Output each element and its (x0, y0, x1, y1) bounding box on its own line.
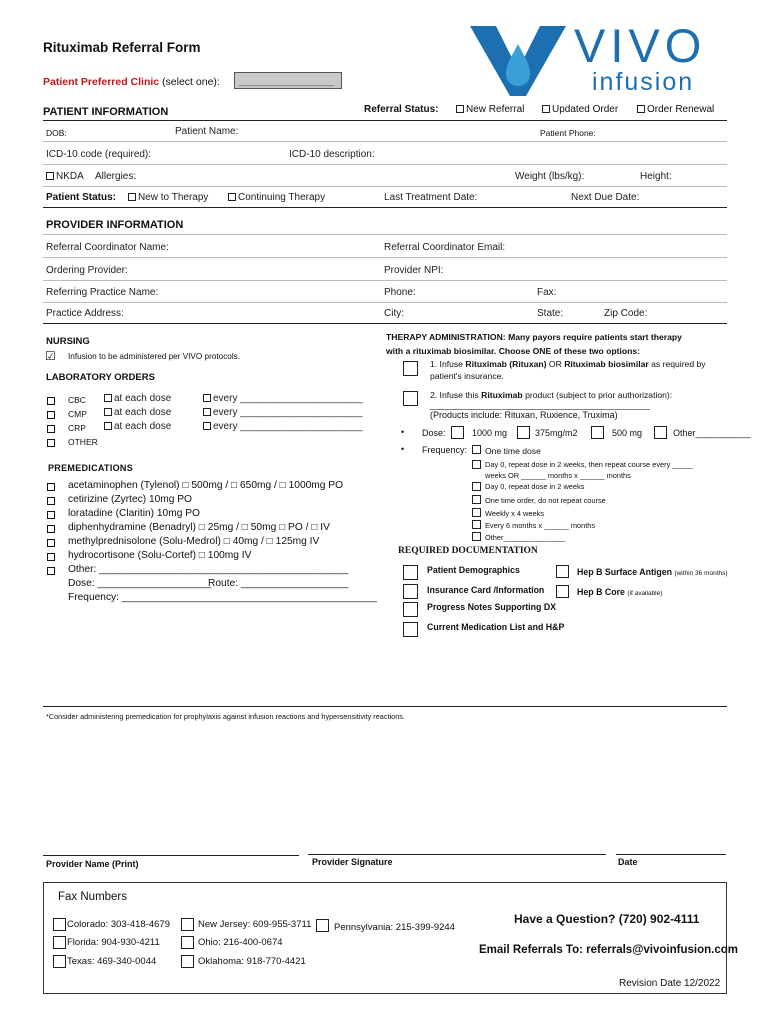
fax-number: Ohio: 216-400-0674 (198, 937, 283, 948)
checkbox[interactable] (472, 532, 481, 541)
therapy-intro (386, 332, 682, 342)
checkbox[interactable] (316, 919, 329, 932)
fax-number: Colorado: 303-418-4679 (67, 919, 170, 930)
therapy-intro2: with a rituximab biosimilar. Choose ONE of these two options: (386, 346, 641, 356)
dose-option: 375mg/m2 (535, 428, 578, 438)
fax-heading: Fax Numbers (58, 891, 128, 903)
lab-every[interactable] (203, 421, 363, 432)
checkbox[interactable] (128, 193, 136, 201)
provider-npi-label: Provider NPI: (384, 265, 444, 276)
date-label: Date (618, 857, 638, 867)
freq-bullet: • (401, 444, 405, 454)
checkbox[interactable] (472, 445, 481, 454)
fax-number: Oklahoma: 918-770-4421 (198, 956, 306, 967)
vivo-logo (468, 19, 728, 98)
continuing-therapy-label: Continuing Therapy (238, 192, 326, 203)
logo-sub: infusion (592, 68, 695, 96)
practice-address-label: Practice Address: (46, 308, 124, 319)
height-label: Height: (640, 171, 672, 182)
last-treatment-label: Last Treatment Date: (384, 192, 478, 203)
lab-dose[interactable] (104, 421, 171, 432)
divider (43, 207, 727, 208)
footnote: *Consider administering premedication for prophylaxis against infusion reactions and hypersensitivity reactions. (46, 712, 405, 721)
checkbox[interactable] (472, 495, 481, 504)
checkbox[interactable] (403, 361, 418, 376)
patient-info-heading: PATIENT INFORMATION (43, 106, 169, 118)
premed-item: Other: ____________________________________________ (68, 564, 349, 575)
divider (43, 302, 727, 303)
freq-option: Every 6 months x ______ months (485, 521, 596, 530)
city-label: City: (384, 308, 404, 319)
freq-option: One time dose (485, 446, 541, 456)
fax-label: Fax: (537, 287, 557, 298)
freq-option: Weekly x 4 weeks (485, 509, 545, 518)
checkbox[interactable] (46, 172, 54, 180)
therapy-option-2 (430, 390, 672, 400)
coordinator-email-label: Referral Coordinator Email: (384, 242, 506, 253)
freq-option: Other_______________ (485, 533, 566, 542)
opt1-suffix: as required by (651, 359, 706, 369)
divider (43, 323, 727, 324)
premed-item: hydrocortisone (Solu-Cortef) □ 100mg IV (68, 550, 252, 561)
checkbox[interactable] (104, 422, 112, 430)
checkbox[interactable] (403, 602, 418, 617)
opt2-suffix: product (subject to prior authorization): (525, 390, 673, 400)
continuing-therapy-option[interactable] (228, 192, 325, 203)
checkbox[interactable] (47, 439, 55, 447)
fax-number: Florida: 904-930-4211 (67, 937, 160, 948)
signature-line-name (43, 855, 299, 856)
freq-option: Day 0, repeat dose in 2 weeks, then repeat course every _____ (485, 460, 693, 469)
therapy-option-2-line[interactable]: ______________________________________________ (430, 400, 650, 410)
nursing-heading: NURSING (46, 336, 90, 347)
divider (43, 120, 727, 121)
therapy-option-1 (430, 359, 706, 369)
referral-status-label: Referral Status: (364, 104, 439, 115)
doc-medications: Current Medication List and H&P (427, 622, 565, 632)
checkbox[interactable] (203, 408, 211, 416)
checkbox[interactable] (456, 105, 464, 113)
checkbox[interactable] (517, 426, 530, 439)
clinic-select-value: ___________________ (239, 76, 335, 86)
dose-option: 1000 mg (472, 428, 508, 438)
weight-label: Weight (lbs/kg): (515, 171, 585, 182)
checkbox[interactable] (47, 511, 55, 519)
hepb-core-note: (if available) (627, 590, 663, 597)
required-docs-heading: REQUIRED DOCUMENTATION (398, 546, 538, 556)
provider-name-label: Provider Name (Print) (46, 859, 139, 869)
checkbox[interactable] (403, 565, 418, 580)
checkbox[interactable] (47, 411, 55, 419)
email-line[interactable]: Email Referrals To: referrals@vivoinfusion.com (479, 944, 738, 956)
checkbox[interactable] (47, 553, 55, 561)
order-renewal-label: Order Renewal (647, 104, 715, 115)
premed-route: Route: ___________________ (208, 578, 349, 589)
checkbox[interactable] (403, 622, 418, 637)
provider-signature-label: Provider Signature (312, 857, 393, 867)
checkbox[interactable] (472, 508, 481, 517)
patient-phone-label: Patient Phone: (540, 128, 596, 138)
lab-dose[interactable] (104, 407, 171, 418)
checkbox[interactable] (472, 482, 481, 491)
checkbox[interactable] (472, 460, 481, 469)
lab-dose-label: at each dose (114, 393, 172, 404)
signature-line-sig (308, 854, 606, 855)
clinic-label: Patient Preferred Clinic (43, 76, 160, 88)
new-referral-label: New Referral (466, 104, 525, 115)
checkbox[interactable] (47, 525, 55, 533)
lab-name: CRP (68, 423, 86, 433)
dob-label: DOB: (46, 128, 67, 138)
vivo-drop-icon (468, 24, 568, 98)
nursing-check[interactable]: ☑ (45, 349, 56, 363)
premed-item: loratadine (Claritin) 10mg PO (68, 508, 200, 519)
lab-name: OTHER (68, 437, 98, 447)
form-title: Rituximab Referral Form (43, 40, 201, 55)
checkbox[interactable] (47, 397, 55, 405)
therapy-option-1-line2: patient's insurance. (430, 371, 504, 381)
doc-insurance: Insurance Card /Information (427, 585, 545, 595)
checkbox[interactable] (591, 426, 604, 439)
divider (43, 706, 727, 707)
checkbox[interactable] (47, 425, 55, 433)
checkbox[interactable] (181, 918, 194, 931)
clinic-hint: (select one): (162, 76, 220, 88)
hepb-surface-label: Hep B Surface Antigen (577, 567, 672, 577)
practice-name-label: Referring Practice Name: (46, 287, 159, 298)
checkbox[interactable] (53, 955, 66, 968)
opt1-drug: Rituximab (Rituxan) (465, 359, 547, 369)
premed-item: cetirizine (Zyrtec) 10mg PO (68, 494, 192, 505)
signature-line-date (616, 854, 726, 855)
referral-new-option[interactable] (456, 104, 524, 115)
opt1-text: 1. Infuse (430, 359, 463, 369)
referral-updated-option[interactable] (542, 104, 618, 115)
checkbox[interactable] (47, 539, 55, 547)
lab-name: CBC (68, 395, 86, 405)
hepb-surface-note: (within 36 months) (674, 570, 728, 577)
nkda-label: NKDA (56, 171, 84, 182)
checkbox[interactable] (47, 567, 55, 575)
opt1-biosimilar: Rituximab biosimilar (564, 359, 649, 369)
frequency-label: Frequency: (422, 445, 468, 455)
fax-number: Texas: 469-340-0044 (67, 956, 157, 967)
therapy-intro1: Many payors require patients start therapy (508, 332, 682, 342)
checkbox[interactable] (472, 520, 481, 529)
fax-number: Pennsylvania: 215-399-9244 (334, 922, 455, 933)
doc-hepb-surface (577, 567, 728, 577)
divider (43, 280, 727, 281)
premed-frequency: Frequency: _____________________________________________ (68, 592, 377, 603)
state-label: State: (537, 308, 564, 319)
checkbox[interactable] (203, 394, 211, 402)
coordinator-name-label: Referral Coordinator Name: (46, 242, 169, 253)
patient-name-label: Patient Name: (175, 126, 239, 137)
referral-renewal-option[interactable] (637, 104, 714, 115)
checkbox[interactable] (104, 394, 112, 402)
hepb-core-label: Hep B Core (577, 587, 625, 597)
checkbox[interactable] (654, 426, 667, 439)
doc-hepb-core (577, 587, 662, 597)
lab-orders-heading: LABORATORY ORDERS (46, 372, 155, 383)
products-note: (Products include: Rituxan, Ruxience, Truxima) (430, 410, 618, 420)
nkda-option[interactable] (46, 171, 84, 182)
lab-every[interactable] (203, 407, 363, 418)
provider-info-heading: PROVIDER INFORMATION (46, 219, 184, 231)
dose-option: 500 mg (612, 428, 643, 438)
premed-item: methylprednisolone (Solu-Medrol) □ 40mg / □ 125mg IV (68, 536, 320, 547)
logo-name: VIVO (574, 19, 707, 72)
checkbox[interactable] (451, 426, 464, 439)
checkbox[interactable] (47, 497, 55, 505)
opt1-or: OR (548, 359, 562, 369)
lab-dose[interactable] (104, 393, 171, 404)
premed-item: acetaminophen (Tylenol) □ 500mg / □ 650mg / □ 1000mg PO (68, 480, 343, 491)
lab-every-label: every ______________________ (213, 421, 363, 432)
opt2-drug: Rituximab (481, 390, 523, 400)
checkbox[interactable] (181, 936, 194, 949)
new-therapy-option[interactable] (128, 192, 208, 203)
icd-desc-label: ICD-10 description: (289, 149, 375, 160)
divider (43, 257, 727, 258)
revision-date: Revision Date 12/2022 (619, 978, 721, 989)
opt2-text: 2. Infuse this (430, 390, 479, 400)
lab-dose-label: at each dose (114, 421, 172, 432)
freq-option-cont: weeks OR ______ months x ______ months (485, 471, 631, 480)
checkbox[interactable] (203, 422, 211, 430)
dose-option: Other___________ (673, 428, 751, 438)
therapy-heading: THERAPY ADMINISTRATION: (386, 332, 506, 342)
patient-status-label: Patient Status: (46, 192, 117, 203)
ordering-provider-label: Ordering Provider: (46, 265, 128, 276)
checkbox[interactable] (181, 955, 194, 968)
clinic-select[interactable] (234, 72, 342, 89)
checkbox[interactable] (637, 105, 645, 113)
lab-dose-label: at each dose (114, 407, 172, 418)
freq-option: One time order, do not repeat course (485, 496, 606, 505)
updated-order-label: Updated Order (552, 104, 619, 115)
lab-name: CMP (68, 409, 87, 419)
checkbox[interactable] (47, 483, 55, 491)
dose-bullet: • (401, 427, 405, 437)
divider (43, 164, 727, 165)
allergies-label: Allergies: (95, 171, 137, 182)
clinic-row (43, 76, 220, 88)
phone-label: Phone: (384, 287, 416, 298)
doc-demographics: Patient Demographics (427, 565, 520, 575)
premed-dose: Dose: ____________________ (68, 578, 211, 589)
lab-every[interactable] (203, 393, 363, 404)
divider (43, 234, 727, 235)
lab-every-label: every ______________________ (213, 407, 363, 418)
premed-item: diphenhydramine (Benadryl) □ 25mg / □ 50mg □ PO / □ IV (68, 522, 330, 533)
checkbox[interactable] (53, 936, 66, 949)
checkbox[interactable] (556, 565, 569, 578)
checkbox[interactable] (556, 585, 569, 598)
dose-label: Dose: (422, 428, 446, 438)
doc-progress: Progress Notes Supporting DX (427, 602, 557, 612)
divider (43, 186, 727, 187)
freq-option: Day 0, repeat dose in 2 weeks (485, 482, 585, 491)
checkbox[interactable] (403, 391, 418, 406)
checkbox[interactable] (53, 918, 66, 931)
checkbox[interactable] (403, 584, 418, 599)
lab-every-label: every ______________________ (213, 393, 363, 404)
checkbox[interactable] (104, 408, 112, 416)
fax-number: New Jersey: 609-955-3711 (198, 919, 312, 930)
premeds-heading: PREMEDICATIONS (48, 463, 134, 473)
divider (43, 141, 727, 142)
next-due-label: Next Due Date: (571, 192, 640, 203)
new-therapy-label: New to Therapy (138, 192, 209, 203)
question-line: Have a Question? (720) 902-4111 (514, 912, 700, 926)
zip-label: Zip Code: (604, 308, 648, 319)
checkbox[interactable] (228, 193, 236, 201)
checkbox[interactable] (542, 105, 550, 113)
nursing-item: Infusion to be administered per VIVO protocols. (68, 352, 241, 361)
icd-code-label: ICD-10 code (required): (46, 149, 152, 160)
